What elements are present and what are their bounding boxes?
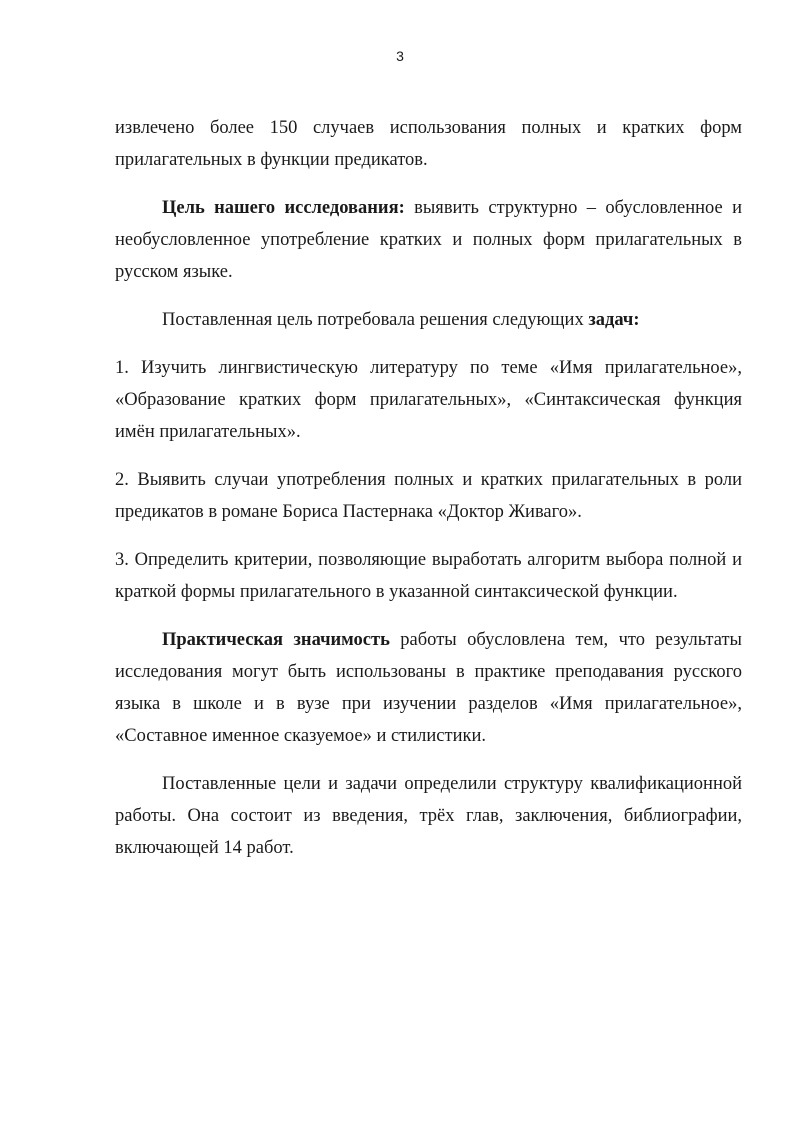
tasks-heading: задач: <box>588 310 640 330</box>
task-item-3: 3. Определить критерии, позволяющие выработать алгоритм выбора полной и краткой формы прилагательного в указанной синтаксической функции. <box>115 550 742 602</box>
page-number: 3 <box>396 48 404 64</box>
task-item-1: 1. Изучить лингвистическую литературу по теме «Имя прилагательное», «Образование кратких форм прилагательных», «Синтаксическая функция имён прилагательных». <box>115 358 742 442</box>
goal-heading: Цель нашего исследования: <box>162 198 405 218</box>
task-item-2: 2. Выявить случаи употребления полных и кратких прилагательных в роли предикатов в романе Бориса Пастернака «Доктор Живаго». <box>115 470 742 522</box>
tasks-intro-text: Поставленная цель потребовала решения следующих <box>162 310 589 330</box>
goal-text: выявить структурно – обусловленное и необусловленное употребление кратких и полных форм прилагательных в русском языке. <box>115 198 742 282</box>
paragraph-tasks-intro <box>115 304 742 336</box>
paragraph-goal <box>115 192 742 288</box>
paragraph-significance <box>115 624 742 752</box>
significance-text: работы обусловлена тем, что результаты исследования могут быть использованы в практике преподавания русского языка в школе и в вузе при изучении разделов «Имя прилагательное», «Составное именное сказуемое» и стилистики. <box>115 630 742 746</box>
document-body <box>115 112 742 880</box>
paragraph-structure: Поставленные цели и задачи определили структуру квалификационной работы. Она состоит из введения, трёх глав, заключения, библиографии, включающей 14 работ. <box>115 774 742 858</box>
paragraph-intro: извлечено более 150 случаев использования полных и кратких форм прилагательных в функции предикатов. <box>115 118 742 170</box>
significance-heading: Практическая значимость <box>162 630 390 650</box>
